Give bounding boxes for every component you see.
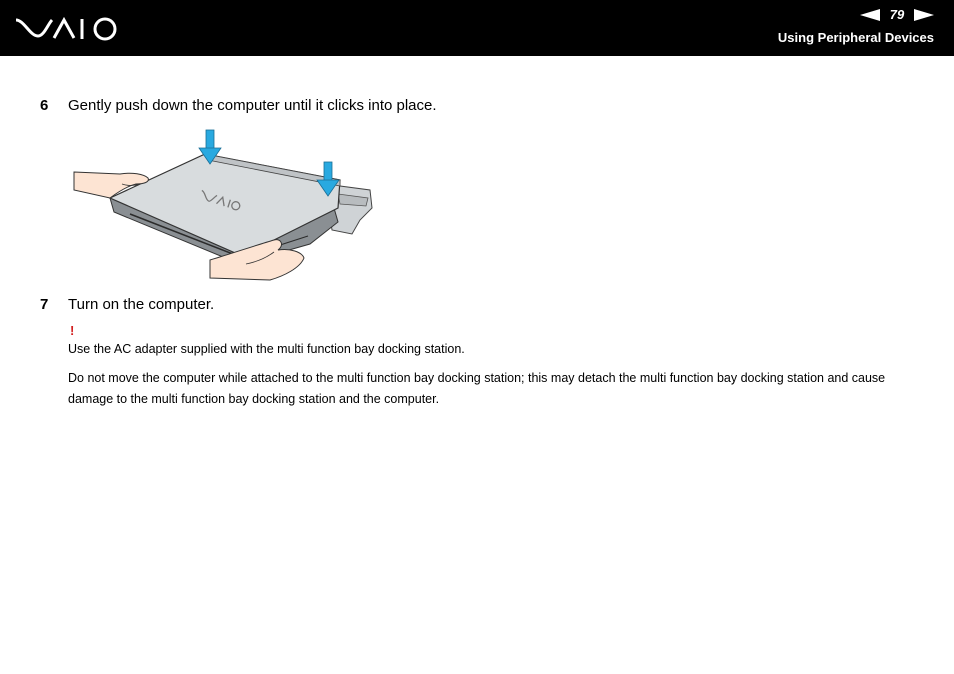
step-number: 6 [40, 97, 49, 114]
caution-text: Use the AC adapter supplied with the multi function bay docking station. [68, 342, 465, 356]
page-header [0, 0, 954, 56]
step-text: Turn on the computer. [68, 296, 215, 313]
page-number: 79 [889, 7, 905, 22]
previous-page-icon[interactable] [860, 9, 880, 21]
page-navigation [860, 7, 934, 23]
vaio-logo [14, 14, 122, 44]
caution-text: Do not move the computer while attached to the multi function bay docking station; this may detach the multi function bay docking station and cause damage to the multi function bay docking station and the computer. [68, 371, 886, 406]
laptop-docking-illustration [70, 128, 388, 290]
step-6 [40, 97, 437, 115]
step-7 [40, 296, 214, 314]
section-title: Using Peripheral Devices [777, 30, 934, 45]
caution-icon: ! [70, 323, 75, 338]
next-page-icon[interactable] [914, 9, 934, 21]
step-number: 7 [40, 296, 49, 313]
caution-notes [68, 324, 928, 410]
step-text: Gently push down the computer until it clicks into place. [68, 97, 437, 114]
